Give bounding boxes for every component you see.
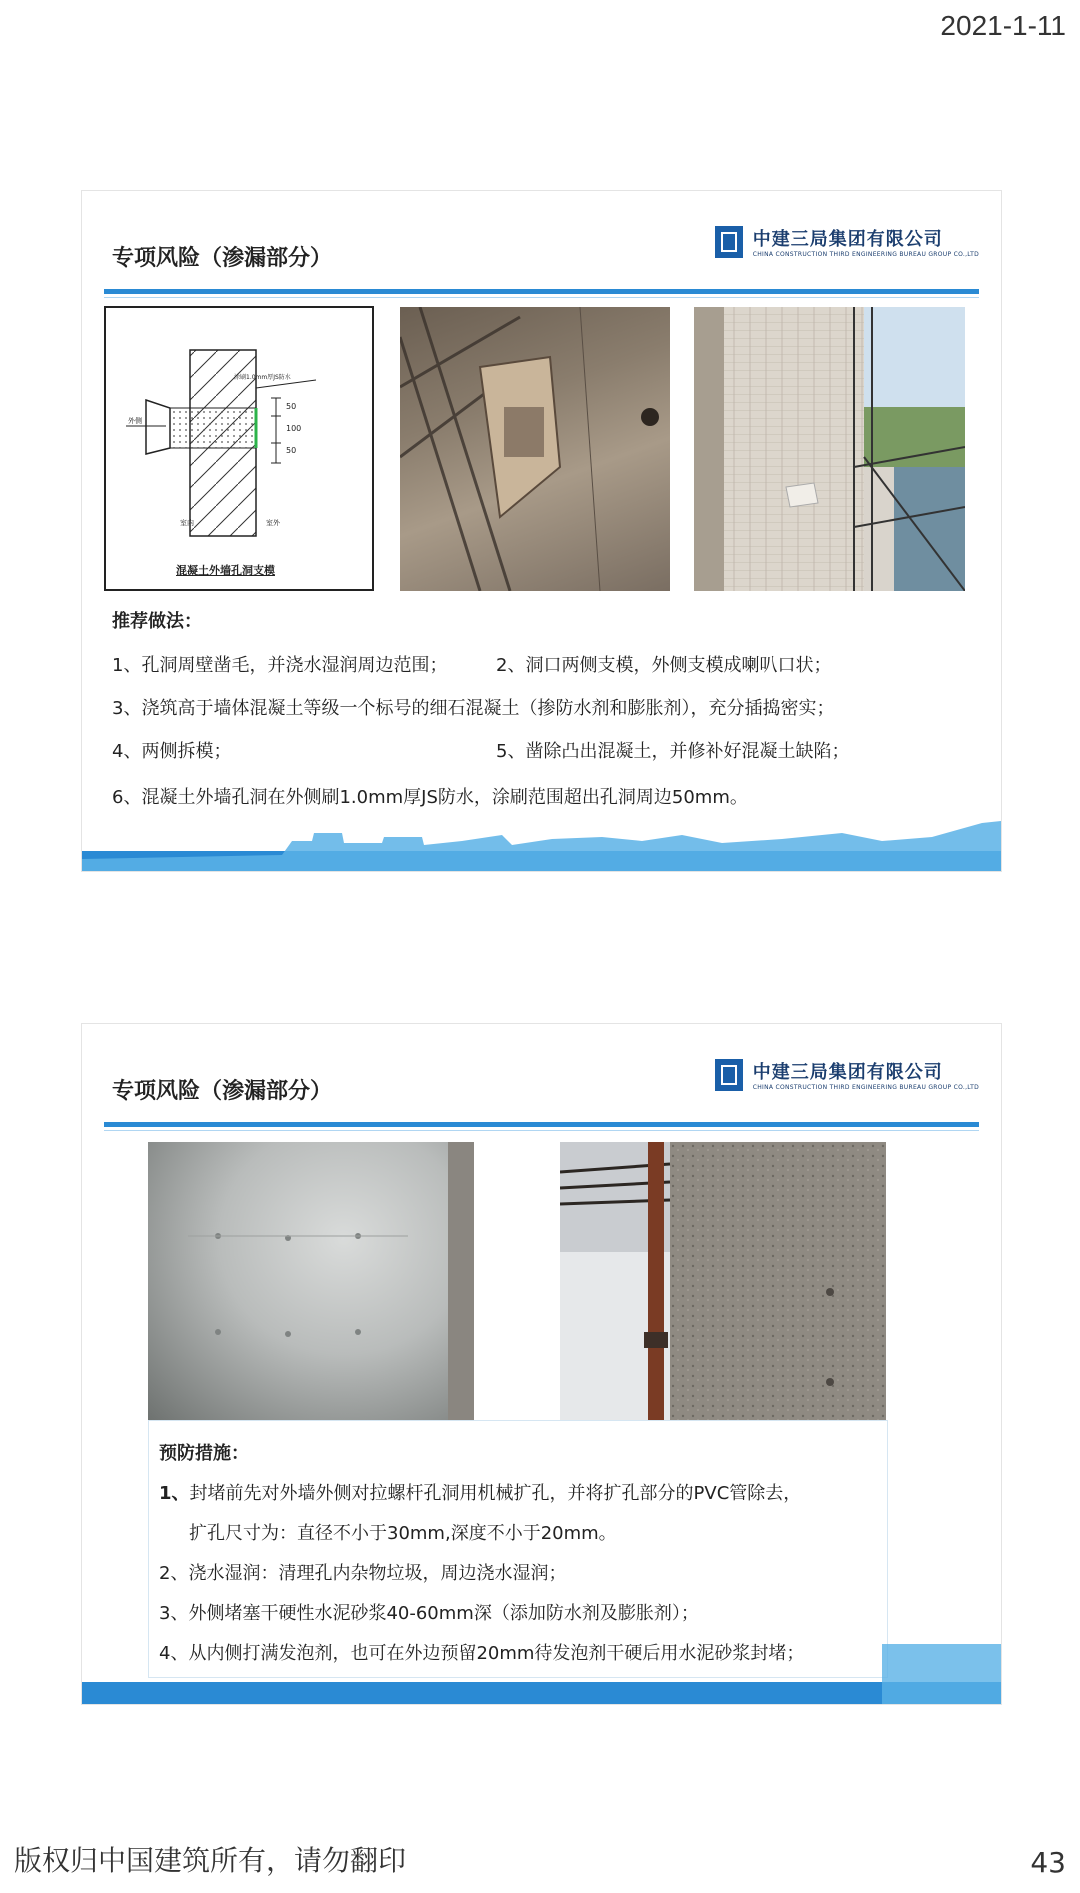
prevention-box bbox=[148, 1420, 888, 1678]
list-item-1-num: 1、 bbox=[159, 1483, 190, 1504]
skyline-decoration bbox=[82, 811, 1001, 871]
company-logo bbox=[715, 1058, 979, 1091]
photo-patched-wall bbox=[694, 307, 965, 591]
diagram-drawing bbox=[106, 308, 372, 589]
photo-patched-wall-drawing bbox=[694, 307, 965, 591]
photo-formwork bbox=[400, 307, 670, 591]
dim-3: 50 bbox=[286, 446, 297, 455]
title-rule bbox=[104, 1122, 979, 1127]
list-item-3: 3、浇筑高于墙体混凝土等级一个标号的细石混凝土（掺防水剂和膨胀剂），充分插捣密实； bbox=[112, 698, 835, 719]
slide-title: 专项风险（渗漏部分） bbox=[112, 246, 333, 271]
list-item-6: 6、混凝土外墙孔洞在外侧刷1.0mm厚JS防水，涂刷范围超出孔洞周边50mm。 bbox=[112, 787, 748, 808]
title-rule-thin bbox=[104, 297, 979, 298]
photo-concrete-wall-drawing bbox=[148, 1142, 474, 1420]
title-rule-thin bbox=[104, 1130, 979, 1131]
page-number: 43 bbox=[1030, 1846, 1066, 1879]
list-item-2: 2、洞口两侧支模，外侧支模成喇叭口状； bbox=[496, 655, 832, 676]
list-item-3: 3、外侧堵塞干硬性水泥砂浆40-60mm深（添加防水剂及膨胀剂）； bbox=[159, 1603, 699, 1624]
title-rule bbox=[104, 289, 979, 294]
formwork-diagram bbox=[104, 306, 374, 591]
logo-english: CHINA CONSTRUCTION THIRD ENGINEERING BUREAU GROUP CO.,LTD bbox=[752, 1084, 979, 1091]
logo-english: CHINA CONSTRUCTION THIRD ENGINEERING BUREAU GROUP CO.,LTD bbox=[752, 251, 979, 258]
diagram-note: 涂刷1.0mm厚JS防水 bbox=[234, 374, 291, 381]
list-item-1: 1、孔洞周壁凿毛，并浇水湿润周边范围； bbox=[112, 655, 448, 676]
section-heading: 预防措施： bbox=[159, 1443, 249, 1464]
photo-scaffold-wall bbox=[560, 1142, 886, 1420]
photo-formwork-drawing bbox=[400, 307, 670, 591]
slide-2 bbox=[81, 1023, 1002, 1705]
copyright-notice: 版权归中国建筑所有，请勿翻印 bbox=[14, 1844, 407, 1877]
dim-1: 50 bbox=[286, 402, 297, 411]
logo-name: 中建三局集团有限公司 bbox=[752, 229, 943, 250]
diagram-caption: 混凝土外墙孔洞支模 bbox=[176, 564, 275, 577]
diagram-label-outer: 外侧 bbox=[128, 417, 142, 425]
slide-title: 专项风险（渗漏部分） bbox=[112, 1079, 333, 1104]
company-logo bbox=[715, 225, 979, 258]
list-item-1-cont: 扩孔尺寸为：直径不小于30mm,深度不小于20mm。 bbox=[189, 1523, 617, 1544]
list-item-4: 4、从内侧打满发泡剂，也可在外边预留20mm待发泡剂干硬后用水泥砂浆封堵； bbox=[159, 1643, 805, 1664]
logo-mark-icon bbox=[715, 226, 743, 258]
diagram-label-indoor: 室内 bbox=[180, 519, 194, 527]
photo-scaffold-wall-drawing bbox=[560, 1142, 886, 1420]
list-item-5: 5、凿除凸出混凝土，并修补好混凝土缺陷； bbox=[496, 741, 850, 762]
section-heading: 推荐做法： bbox=[112, 611, 202, 632]
logo-mark-icon bbox=[715, 1059, 743, 1091]
list-item-1-text: 封堵前先对外墙外侧对拉螺杆孔洞用机械扩孔，并将扩孔部分的PVC管除去， bbox=[189, 1483, 802, 1504]
page-date: 2021-1-11 bbox=[940, 10, 1066, 41]
list-item-1 bbox=[159, 1479, 801, 1505]
list-item-4: 4、两侧拆模； bbox=[112, 741, 232, 762]
diagram-label-outdoor: 室外 bbox=[266, 519, 280, 527]
logo-name: 中建三局集团有限公司 bbox=[752, 1062, 943, 1083]
diagram-dims bbox=[286, 396, 301, 462]
list-item-2: 2、浇水湿润：清理孔内杂物垃圾，周边浇水湿润； bbox=[159, 1563, 567, 1584]
skyline-decoration bbox=[82, 1644, 1001, 1704]
photo-concrete-wall bbox=[148, 1142, 474, 1420]
dim-2: 100 bbox=[286, 424, 302, 433]
slide-1 bbox=[81, 190, 1002, 872]
